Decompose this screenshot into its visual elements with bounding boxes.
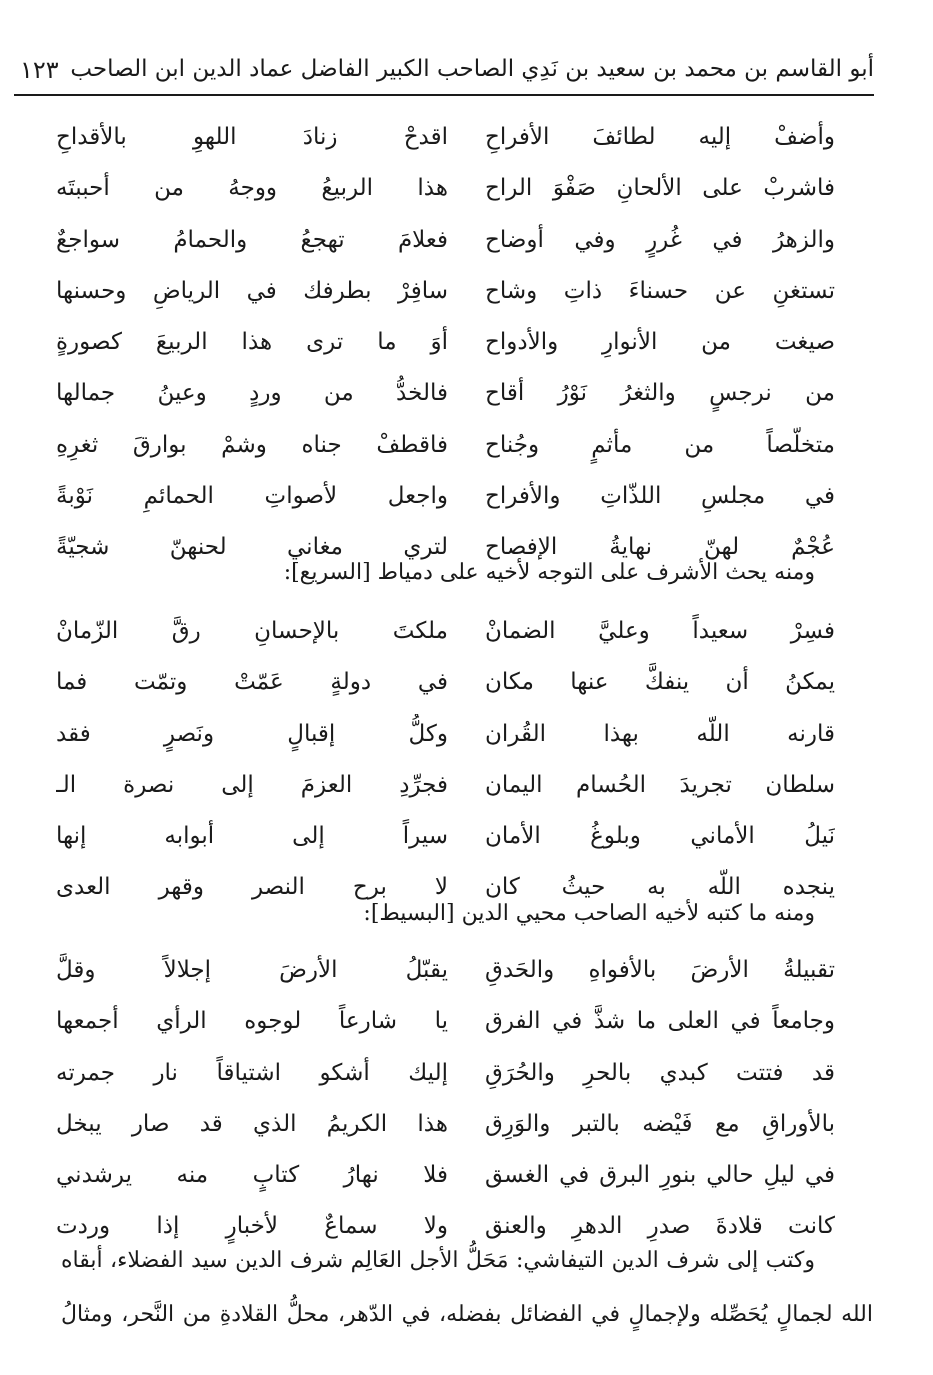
prose-paragraph: [61, 1234, 873, 1342]
first-hemistich: ملكتَ بالإحسانِ رقَّ الزّمانْ: [56, 618, 448, 644]
first-hemistich: فاقطفْ جناه وشمْ بوارقَ ثغرِهِ: [56, 431, 448, 458]
second-hemistich: قد فتتت كبدي بالحرِ والحُرَقِ: [485, 1059, 835, 1086]
first-hemistich: هذا الربيعُ ووجهُ من أحببتَه: [56, 175, 448, 202]
first-hemistich: واجعل لأصواتِ الحمائمِ نَوْبةً: [56, 483, 448, 510]
verse: [0, 117, 933, 168]
verse: [0, 611, 933, 662]
second-hemistich: بالأوراقِ مع فَيْضه بالتبر والوَرِق: [485, 1110, 835, 1137]
second-hemistich: تقبيلةُ الأرضَ بالأفواهِ والحَدقِ: [485, 957, 835, 983]
first-hemistich: اقدحْ زنادَ اللهوِ بالأقداحِ: [56, 124, 448, 150]
first-hemistich: سافِرْ بطرفك في الرياضِ وحسنها: [56, 277, 448, 304]
verse: [0, 1155, 933, 1206]
second-hemistich: سلطان تجريدَ الحُسام اليمان: [485, 771, 835, 798]
prose-line: وكتب إلى شرف الدين التيفاشي: مَحَلُّ الأجل العَالِم شرف الدين سيد الفضلاء، أبقاه: [61, 1248, 815, 1273]
second-hemistich: من نرجسٍ والثغرُ نَوْرُ أقاح: [485, 380, 835, 407]
verse: [0, 476, 933, 527]
verse: [0, 271, 933, 322]
verse: [0, 714, 933, 765]
verse: [0, 765, 933, 816]
page-number: ١٢٣: [20, 56, 59, 84]
verse: [0, 220, 933, 271]
first-hemistich: في دولةٍ عَمّتْ وتمّت فما: [56, 669, 448, 696]
second-hemistich: في مجلسِ اللذّاتِ والأفراح: [485, 483, 835, 510]
second-hemistich: تستغنِ عن حسناءَ ذاتِ وشاح: [485, 277, 835, 304]
second-hemistich: صيغت من الأنوارِ والأدواح: [485, 329, 835, 356]
first-hemistich: لتري مغاني لحنهنّ شجيّةً: [56, 534, 448, 561]
verse: [0, 1053, 933, 1104]
second-hemistich: متخلّصاً من مأثمٍ وجُناح: [485, 431, 835, 458]
second-hemistich: فسِرْ سعيداً وعليَّ الضمانْ: [485, 618, 835, 644]
page-header: [14, 52, 874, 96]
first-hemistich: فالخدُّ من وردٍ وعينُ جمالها: [56, 380, 448, 407]
first-hemistich: ولا سماعٌ لأخبارٍ إذا وردت: [56, 1213, 448, 1240]
poem-3: [0, 950, 933, 1258]
second-hemistich: قارنه اللّه بهذا القُران: [485, 720, 835, 747]
second-hemistich: نَيلُ الأماني وبلوغُ الأمان: [485, 823, 835, 850]
first-hemistich: وكلُّ إقبالٍ ونَصرٍ فقد: [56, 720, 448, 747]
second-hemistich: عُجْمٌ لهنّ نهايةُ الإفصاح: [485, 534, 835, 561]
verse: [0, 950, 933, 1001]
verse: [0, 1104, 933, 1155]
second-hemistich: فاشربْ على الألحانِ صَفْوَ الراح: [485, 175, 835, 202]
prose-line: الله لجمالٍ يُحَصِّله ولإجمالٍ في الفضائل بفضله، في الدّهر، محلُّ القلادةِ من النَّحر، ومثالُ: [61, 1302, 873, 1327]
second-hemistich: والزهرُ في غُررٍ وفي أوضاح: [485, 226, 835, 253]
verse: [0, 816, 933, 867]
first-hemistich: يقبّلُ الأرضَ إجلالاً وقلَّ: [56, 957, 448, 983]
first-hemistich: لا برح النصر وقهر العدى: [56, 874, 448, 901]
first-hemistich: فلا نهارُ كتابٍ منه يرشدني: [56, 1162, 448, 1189]
poem-2: [0, 611, 933, 919]
second-hemistich: كانت قلادةَ صدرِ الدهرِ والعنق: [485, 1213, 835, 1240]
verse: [0, 322, 933, 373]
poem-3-introduction: ومنه ما كتبه لأخيه الصاحب محيي الدين [البسيط]:: [363, 901, 815, 926]
verse: [0, 662, 933, 713]
poem-1: [0, 117, 933, 579]
second-hemistich: يمكنُ أن ينفكَّ عنها مكان: [485, 669, 835, 696]
verse: [0, 168, 933, 219]
verse: [0, 425, 933, 476]
verse: [0, 373, 933, 424]
second-hemistich: في ليلِ حالي بنورِ البرق في الغسق: [485, 1162, 835, 1189]
first-hemistich: إليك أشكو اشتياقاً نار جمرته: [56, 1059, 448, 1086]
second-hemistich: ينجده اللّه به حيثُ كان: [485, 874, 835, 901]
second-hemistich: وأضفْ إليه لطائفَ الأفراحِ: [485, 124, 835, 150]
running-title: أبو القاسم بن محمد بن سعيد بن نَدِي الصاحب الكبير الفاضل عماد الدين ابن الصاحب: [70, 56, 874, 82]
first-hemistich: هذا الكريمُ الذي قد صار يبخل: [56, 1110, 448, 1137]
first-hemistich: أوَ ما ترى هذا الربيعَ كصورةٍ: [56, 329, 448, 356]
second-hemistich: وجامعاً في العلى ما شذَّ في الفرق: [485, 1008, 835, 1035]
first-hemistich: يا شارعاً لوجوه الرأي أجمعها: [56, 1008, 448, 1035]
first-hemistich: فعلامَ تهجعُ والحمامُ سواجعٌ: [56, 226, 448, 253]
verse: [0, 1001, 933, 1052]
first-hemistich: فجرِّدِ العزمَ إلى نصرة الـ: [56, 771, 448, 798]
poem-2-introduction: ومنه يحث الأشرف على التوجه لأخيه على دمياط [السريع]:: [283, 560, 815, 585]
first-hemistich: سيراً إلى أبوابه إنها: [56, 823, 448, 850]
